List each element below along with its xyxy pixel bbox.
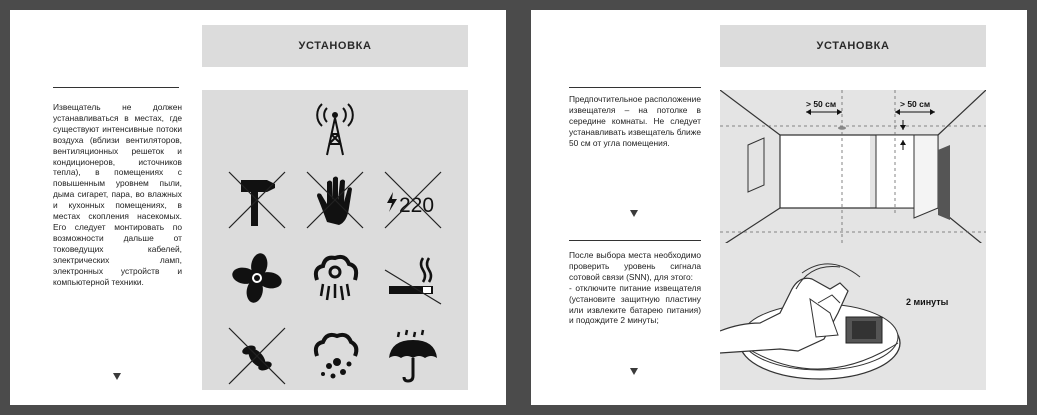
next-arrow-icon <box>113 373 121 380</box>
restriction-icons-panel <box>202 90 468 390</box>
divider-line <box>569 87 701 88</box>
voltage-label: 220 <box>399 194 435 217</box>
page-header: УСТАНОВКА <box>720 25 986 67</box>
dust-cloud-icon <box>305 326 365 386</box>
next-arrow-icon <box>630 210 638 217</box>
placement-text: Предпочтительное расположение извещателя – на потолке в середине комнаты. Не следует устанавливать извещатель ближе 50 см от угла помещения. <box>569 94 701 148</box>
distance-label: > 50 см <box>806 99 837 109</box>
insect-crossed-icon <box>227 326 287 386</box>
hand-crossed-icon <box>305 170 365 230</box>
umbrella-rain-icon <box>383 326 443 386</box>
divider-line <box>569 240 701 241</box>
signal-check-text: После выбора места необходимо проверить уровень сигнала сотовой связи (SNN), для этого: - отключите питание извещателя (установите защитную пластину или извлеките батарею питания) и подождите 2 минуты; <box>569 250 701 326</box>
divider-line <box>53 87 179 88</box>
page-header: УСТАНОВКА <box>202 25 468 67</box>
hammer-crossed-icon <box>227 170 287 230</box>
antenna-icon <box>305 100 365 160</box>
next-arrow-icon <box>630 368 638 375</box>
distance-label: > 50 см <box>900 99 931 109</box>
timer-label: 2 минуты <box>906 297 949 307</box>
room-placement-diagram <box>720 90 986 247</box>
installation-text: Извещатель не должен устанавливаться в местах, где существуют интенсивные потоки воздуха (вблизи вентиляторов, вентиляционных решеток и кондиционеров, источников тепла), в помещениях с повышенным уровнем пыли, дыма сигарет, пара, во влажных и кухонных помещениях, в местах скопления насекомых. Его следует монтировать по возможности дальше от токоведущих кабелей, электрических ламп, электронных устройств и компьютерной техники. <box>53 102 182 287</box>
cigarette-icon <box>383 248 443 308</box>
detector-device-illustration <box>720 243 986 390</box>
right-page <box>531 10 1027 405</box>
fan-icon <box>227 248 287 308</box>
voltage-220-crossed-icon <box>383 170 443 230</box>
left-page <box>10 10 506 405</box>
steam-rain-icon <box>305 248 365 308</box>
